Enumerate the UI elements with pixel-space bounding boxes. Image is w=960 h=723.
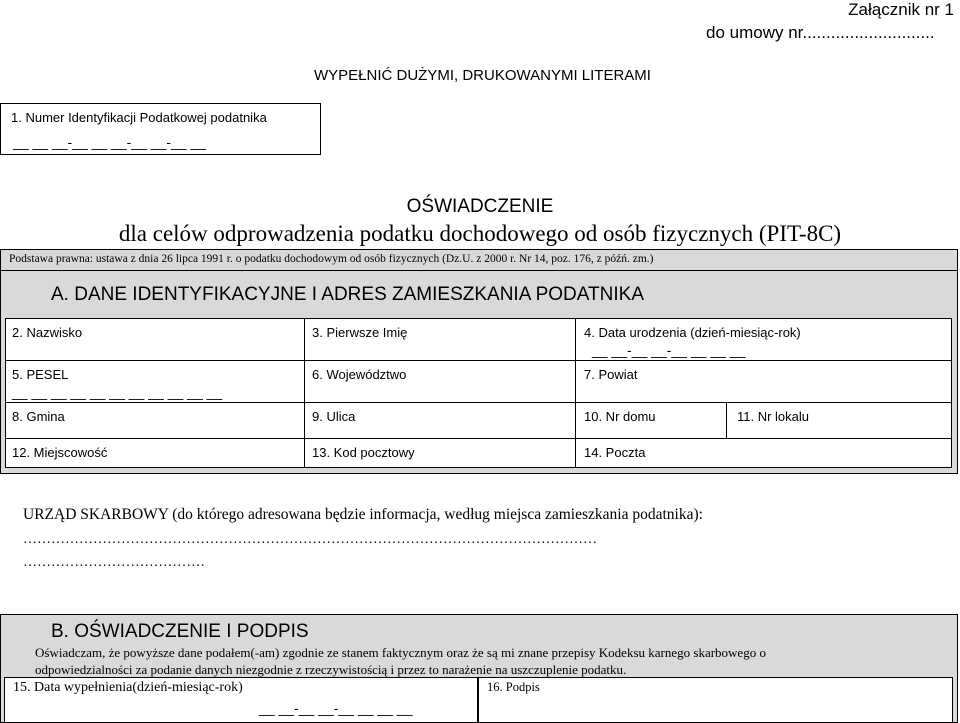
tax-office-dots-2[interactable]: ………………………………… <box>23 555 205 570</box>
field-post-office[interactable]: 14. Poczta <box>584 445 646 460</box>
tax-office-label: URZĄD SKARBOWY (do którego adresowana będzie informacja, według miejsca zamieszkania podatnika): <box>23 506 703 523</box>
field-birth-date[interactable]: 4. Data urodzenia (dzień-miesiąc-rok) <box>584 325 801 340</box>
field-surname[interactable]: 2. Nazwisko <box>12 325 83 340</box>
field-postal-code[interactable]: 13. Kod pocztowy <box>312 445 415 460</box>
field-municipality[interactable]: 8. Gmina <box>12 409 65 424</box>
signature-field[interactable] <box>478 677 953 723</box>
fill-date-pattern: __ __-__ __-__ __ __ __ <box>259 700 413 716</box>
fill-date-label: 15. Data wypełnienia(dzień-miesiąc-rok) <box>13 680 243 695</box>
section-b-title: B. OŚWIADCZENIE I PODPIS <box>51 621 309 642</box>
pesel-pattern: __ __ __ __ __ __ __ __ __ __ __ <box>12 384 223 400</box>
annex-label: Załącznik nr 1 <box>848 0 954 19</box>
legal-basis: Podstawa prawna: ustawa z dnia 26 lipca 1991 r. o podatku dochodowym od osób fizycznych (Dz.U. z 2000 r. Nr 14, poz. 176, z późń. zm.) <box>9 253 654 265</box>
field-voivodeship[interactable]: 6. Województwo <box>312 367 407 382</box>
birth-date-pattern: __ __-__ __-__ __ __ __ <box>592 342 746 358</box>
tax-office-dots-1[interactable]: …………………………………………………………………………………………………………… <box>23 532 597 547</box>
nip-pattern: __ __ __-__ __ __-__ __-__ __ <box>13 134 207 150</box>
section-a-title: A. DANE IDENTYFIKACYJNE I ADRES ZAMIESZKANIA PODATNIKA <box>51 284 644 305</box>
nip-field[interactable] <box>0 103 321 155</box>
page-title: OŚWIADCZENIE <box>406 196 554 217</box>
field-first-name[interactable]: 3. Pierwsze Imię <box>312 325 408 340</box>
field-street[interactable]: 9. Ulica <box>312 409 356 424</box>
page-subtitle: dla celów odprowadzenia podatku dochodowego od osób fizycznych (PIT-8C) <box>118 221 842 246</box>
field-house-number[interactable]: 10. Nr domu <box>584 409 656 424</box>
field-apartment-number[interactable]: 11. Nr lokalu <box>737 409 810 424</box>
field-county[interactable]: 7. Powiat <box>584 367 638 382</box>
contract-number: do umowy nr............................ <box>706 23 935 42</box>
instruction-text: WYPEŁNIĆ DUŻYMI, DRUKOWANYMI LITERAMI <box>314 67 651 84</box>
statement-text-2: odpowiedzialności za podanie danych niezgodnie z rzeczywistością i przez to narażenie na uszczuplenie podatku. <box>35 662 627 677</box>
field-locality[interactable]: 12. Miejscowość <box>12 445 108 460</box>
legal-basis-band <box>0 249 958 271</box>
nip-label: 1. Numer Identyfikacji Podatkowej podatnika <box>11 110 267 125</box>
statement-text-1: Oświadczam, że powyższe dane podałem(-am) zgodnie ze stanem faktycznym oraz że są mi znane przepisy Kodeksu karnego skarbowego o <box>35 645 766 660</box>
signature-label: 16. Podpis <box>487 680 540 694</box>
field-pesel[interactable]: 5. PESEL <box>12 367 69 382</box>
fill-date-field[interactable] <box>4 677 478 723</box>
